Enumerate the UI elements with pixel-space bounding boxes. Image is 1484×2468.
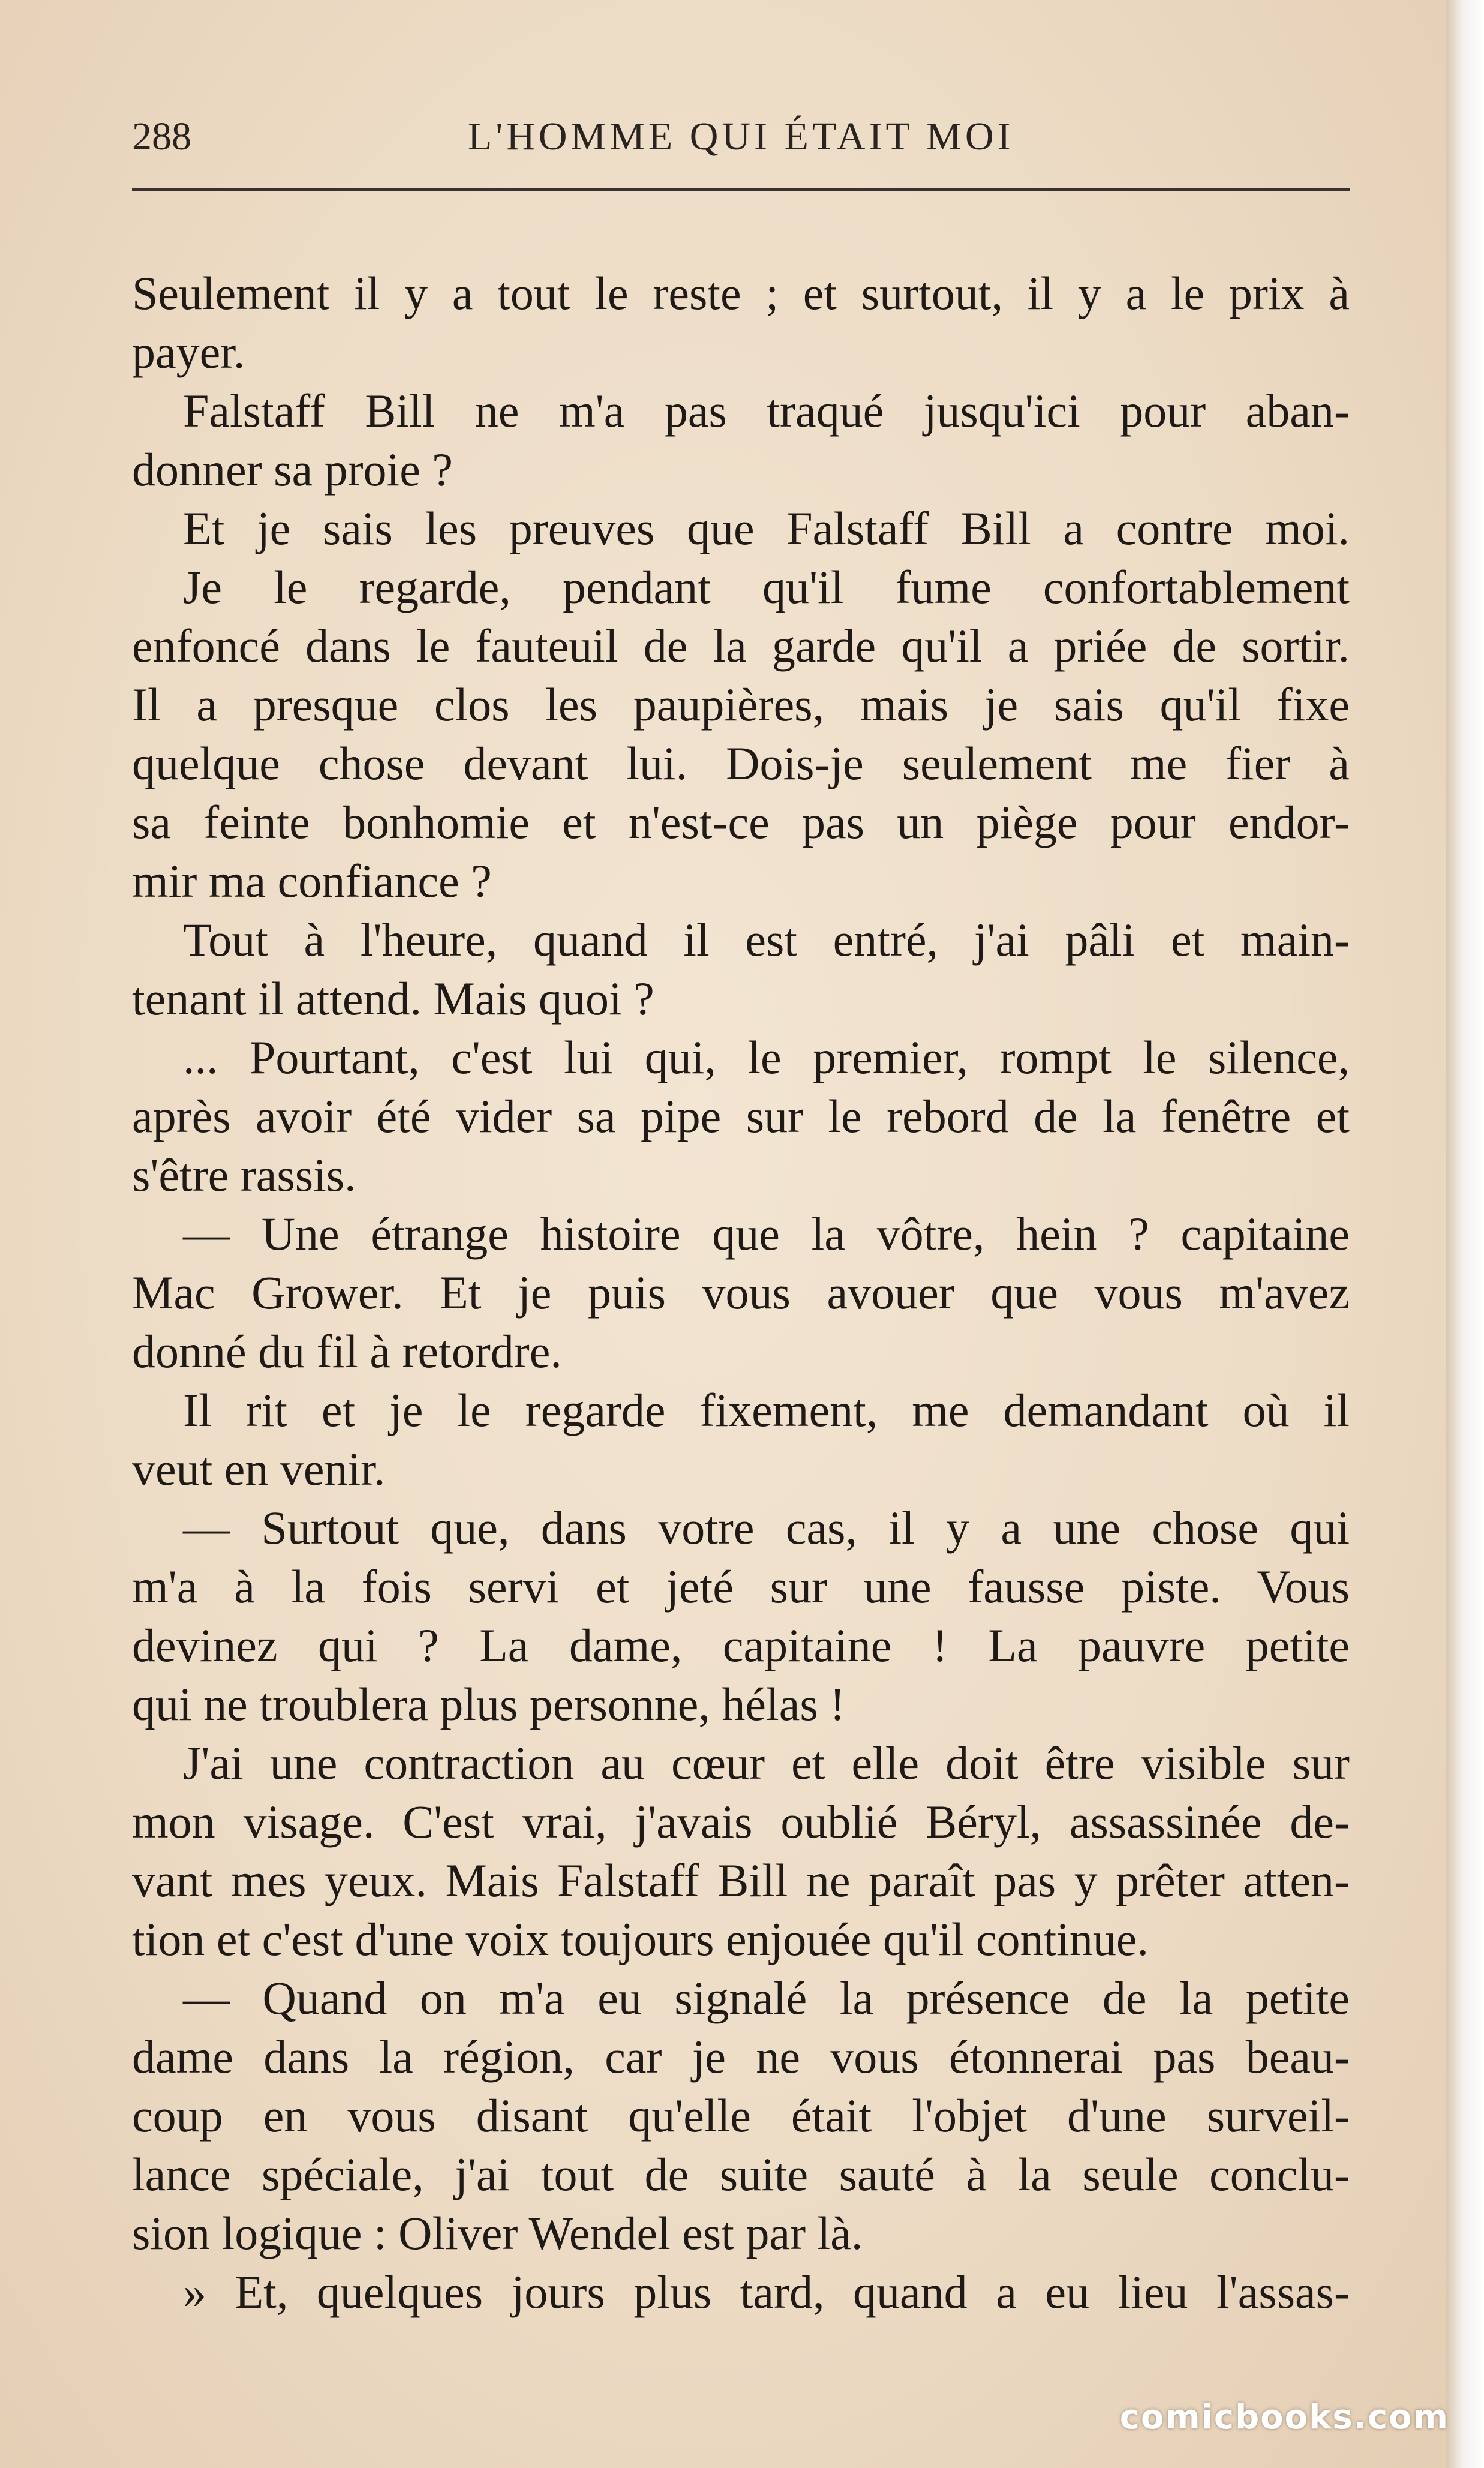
text-line: mon visage. C'est vrai, j'avais oublié Béryl, assassinée de- [132,1796,1350,1848]
text-line: ... Pourtant, c'est lui qui, le premier, rompt le silence, [183,1031,1350,1083]
text-line: quelque chose devant lui. Dois-je seulement me fier à [132,737,1350,789]
page-edge [1446,0,1484,2468]
text-line: veut en venir. [132,1443,386,1495]
text-line: tenant il attend. Mais quoi ? [132,972,654,1025]
text-line: » Et, quelques jours plus tard, quand a eu lieu l'assas- [183,2266,1350,2318]
text-line: Il rit et je le regarde fixement, me demandant où il [183,1384,1350,1436]
text-line: sion logique : Oliver Wendel est par là. [132,2207,863,2259]
text-line: coup en vous disant qu'elle était l'objet d'une surveil- [132,2089,1350,2142]
header-rule [132,188,1350,191]
text-line: enfoncé dans le fauteuil de la garde qu'il a priée de sortir. [132,620,1350,672]
text-line: m'a à la fois servi et jeté sur une fausse piste. Vous [132,1560,1350,1613]
text-line: tion et c'est d'une voix toujours enjouée qu'il continue. [132,1913,1149,1965]
text-line: vant mes yeux. Mais Falstaff Bill ne paraît pas y prêter atten- [132,1854,1350,1906]
running-head [132,108,1350,180]
text-line: Mac Grower. Et je puis vous avouer que vous m'avez [132,1266,1350,1319]
page-number: 288 [132,115,191,158]
text-line: sa feinte bonhomie et n'est-ce pas un piège pour endor- [132,796,1350,848]
text-line: Je le regarde, pendant qu'il fume confortablement [183,561,1350,613]
text-line: s'être rassis. [132,1149,356,1201]
text-line: payer. [132,326,245,378]
text-line: — Quand on m'a eu signalé la présence de la petite [183,1972,1350,2024]
text-line: Tout à l'heure, quand il est entré, j'ai pâli et main- [183,914,1350,966]
text-line: mir ma confiance ? [132,855,492,907]
text-line: devinez qui ? La dame, capitaine ! La pauvre petite [132,1619,1350,1671]
body-text [132,264,1350,2322]
text-line: donner sa proie ? [132,443,453,496]
text-line: lance spéciale, j'ai tout de suite sauté à la seule conclu- [132,2148,1350,2200]
watermark: comicbooks.com [1119,2398,1449,2437]
book-title: L'HOMME QUI ÉTAIT MOI [468,115,1014,158]
text-line: donné du fil à retordre. [132,1325,562,1377]
text-line: qui ne troublera plus personne, hélas ! [132,1678,846,1730]
text-line: Falstaff Bill ne m'a pas traqué jusqu'ici pour aban- [183,385,1350,437]
text-line: J'ai une contraction au cœur et elle doit être visible sur [183,1737,1350,1789]
text-line: — Une étrange histoire que la vôtre, hein ? capitaine [183,1208,1350,1260]
text-line: dame dans la région, car je ne vous étonnerai pas beau- [132,2031,1350,2083]
text-line: Seulement il y a tout le reste ; et surtout, il y a le prix à [132,267,1350,319]
text-line: après avoir été vider sa pipe sur le rebord de la fenêtre et [132,1090,1350,1142]
text-line: Et je sais les preuves que Falstaff Bill a contre moi. [183,502,1350,554]
text-line: — Surtout que, dans votre cas, il y a une chose qui [183,1502,1350,1554]
text-line: Il a presque clos les paupières, mais je sais qu'il fixe [132,678,1350,731]
